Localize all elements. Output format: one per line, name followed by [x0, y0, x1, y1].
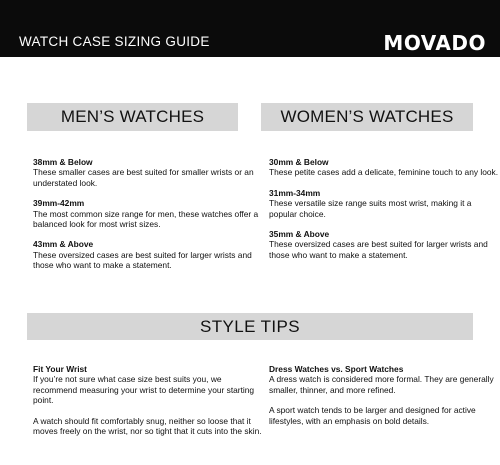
- mens-watches-heading: MEN’S WATCHES: [60, 107, 205, 126]
- header-bar: [0, 0, 500, 57]
- guide-title: WATCH CASE SIZING GUIDE: [19, 34, 210, 49]
- womens-watches-heading: WOMEN’S WATCHES: [280, 107, 454, 126]
- style-tips-heading: STYLE TIPS: [199, 316, 301, 336]
- mens-size-item: [33, 239, 265, 270]
- style-tips-heading-band: [27, 313, 473, 340]
- mens-size-item: [33, 198, 265, 229]
- size-range-label: 31mm-34mm: [269, 187, 321, 198]
- tip-paragraph: If you’re not sure what case size best suits you, we recommend measuring your wrist to determine your starting point.: [33, 374, 255, 406]
- size-range-label: 43mm & Above: [33, 239, 94, 250]
- tip-paragraph: A sport watch tends to be larger and designed for active lifestyles, with an emphasis on bold details.: [269, 405, 476, 426]
- size-description: These oversized cases are best suited for larger wrists and those who want to make a statement.: [33, 249, 252, 271]
- tip-item: [269, 364, 500, 426]
- size-description: These versatile size range suits most wrist, making it a popular choice.: [269, 198, 472, 219]
- womens-sizes-list: [269, 157, 500, 270]
- tip-item: [33, 364, 265, 436]
- tip-title: Fit Your Wrist: [33, 364, 87, 374]
- size-range-label: 38mm & Below: [33, 157, 93, 167]
- size-range-label: 35mm & Above: [269, 229, 330, 240]
- tip-dress-vs-sport: [269, 364, 500, 426]
- size-range-label: 30mm & Below: [269, 157, 329, 167]
- size-description: These oversized cases are best suited for larger wrists and those who want to make a statement.: [269, 239, 488, 260]
- size-description: The most common size range for men, these watches offer a balanced look for most wrist sizes.: [33, 208, 259, 230]
- womens-size-item: [269, 157, 500, 178]
- tip-paragraph: A dress watch is considered more formal. They are generally smaller, thinner, and more refined.: [269, 374, 494, 395]
- tip-title: Dress Watches vs. Sport Watches: [269, 364, 404, 374]
- womens-size-item: [269, 188, 500, 219]
- tip-fit-your-wrist: [33, 364, 265, 436]
- size-description: These smaller cases are best suited for smaller wrists or an understated look.: [33, 167, 254, 188]
- tip-paragraph: A watch should fit comfortably snug, neither so loose that it moves freely on the wrist, nor so tight that it cuts into the skin.: [33, 415, 262, 437]
- mens-sizes-list: [33, 157, 265, 281]
- size-range-label: 39mm-42mm: [33, 198, 85, 209]
- mens-size-item: [33, 157, 265, 188]
- size-description: These petite cases add a delicate, feminine touch to any look.: [269, 167, 499, 178]
- womens-watches-heading-band: [261, 103, 473, 131]
- womens-size-item: [269, 229, 500, 260]
- brand-logo[interactable]: MOVADO: [383, 31, 486, 55]
- mens-watches-heading-band: [27, 103, 238, 131]
